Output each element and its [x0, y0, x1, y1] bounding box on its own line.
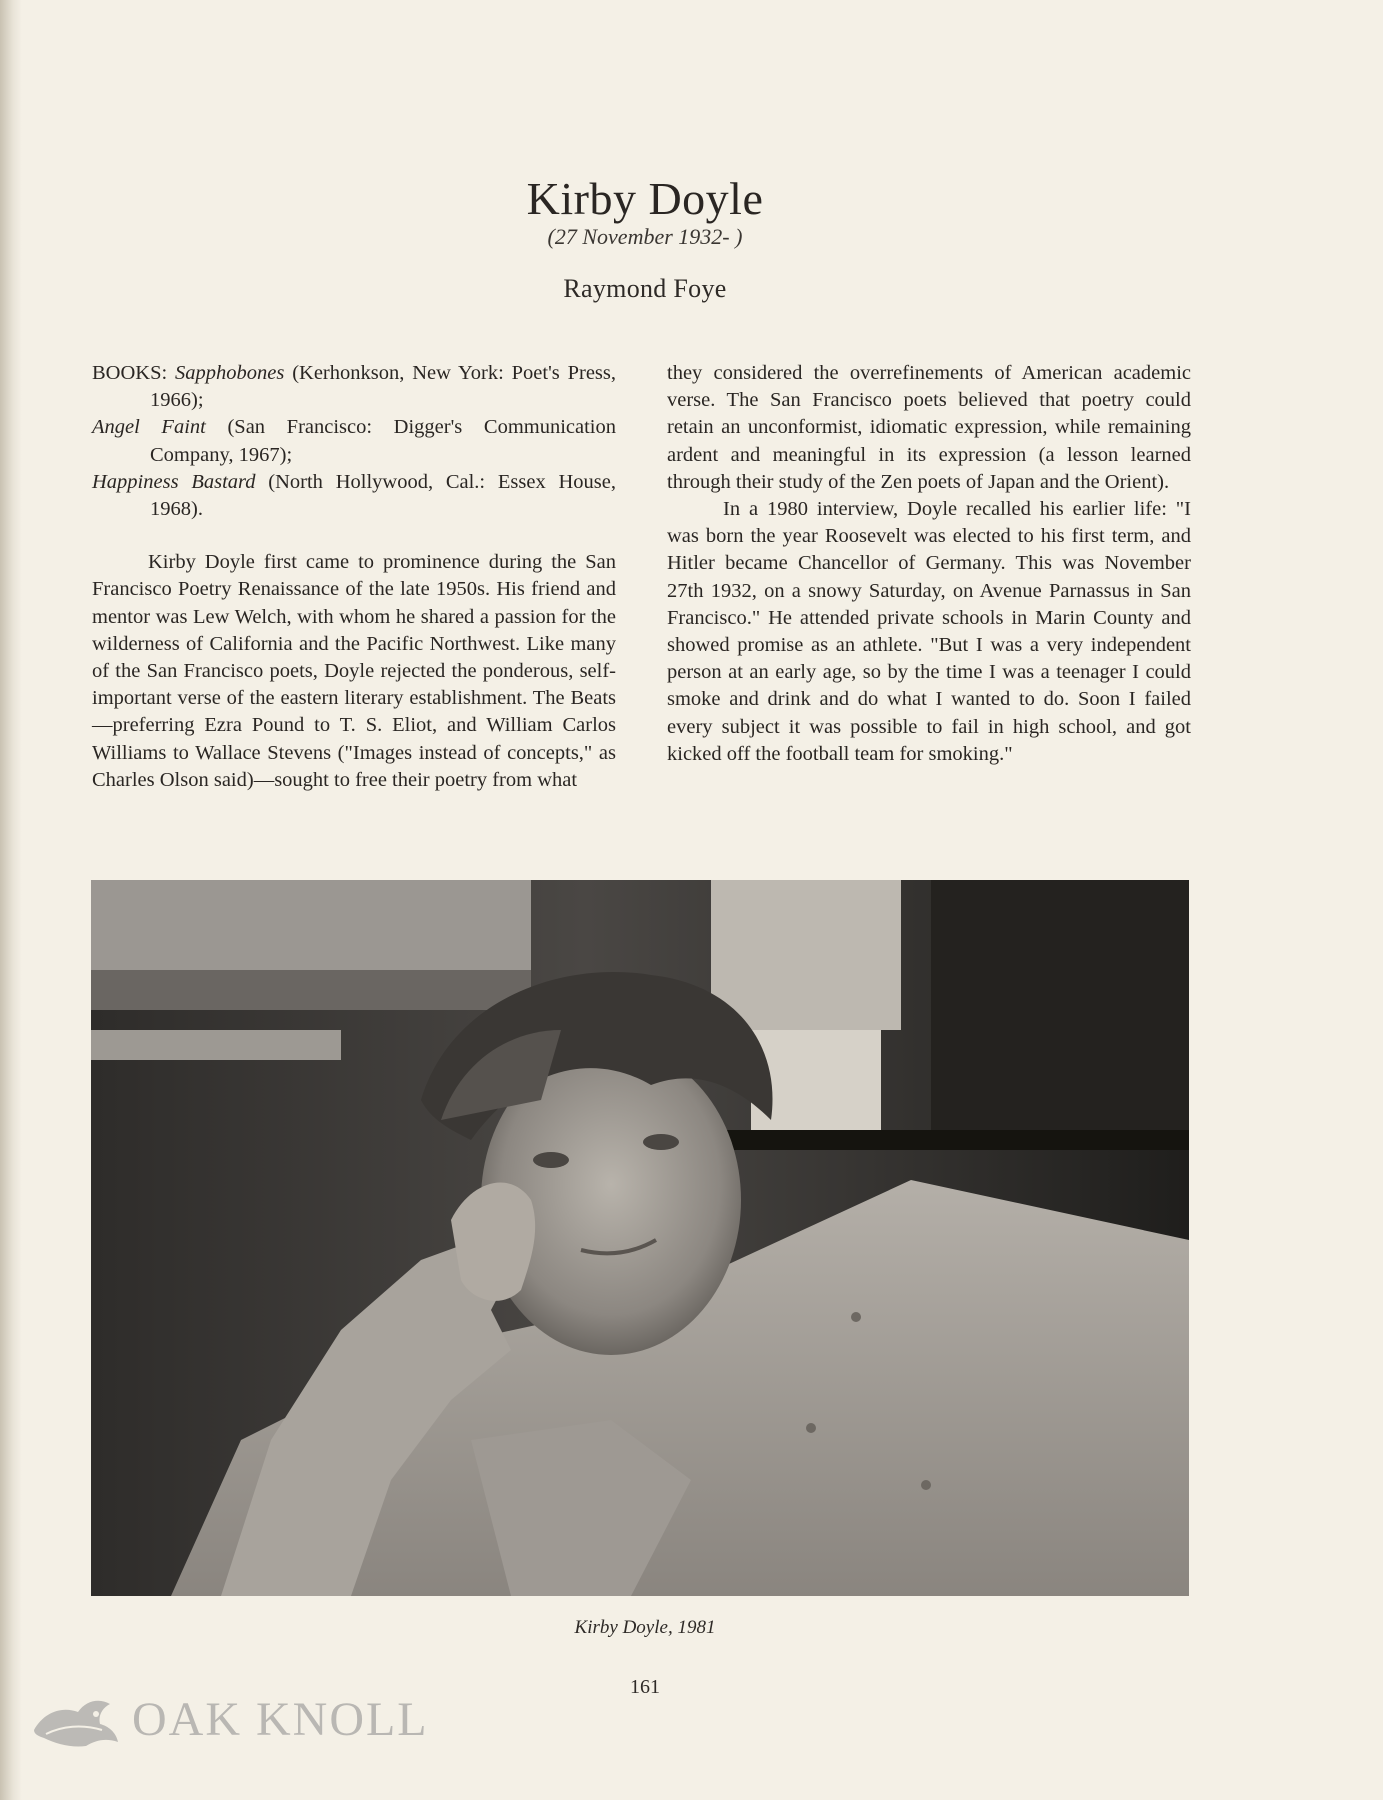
- book-details: (Kerhonkson, New York: Poet's Press, 1966);: [150, 362, 616, 412]
- book-details: (North Hollywood, Cal.: Essex House, 1968).: [150, 470, 617, 521]
- page-number: 161: [630, 1676, 660, 1698]
- book-details: (San Francisco: Digger's Communication Company, 1967);: [150, 416, 617, 466]
- entry-dates: (27 November 1932- ): [547, 224, 743, 249]
- portrait-photo-image: [91, 880, 1189, 1596]
- left-column: [92, 360, 616, 794]
- book-entry: [92, 414, 616, 468]
- oak-leaf-logo-icon: [26, 1686, 126, 1752]
- book-title: Happiness Bastard: [92, 470, 256, 493]
- book-title: Sapphobones: [175, 362, 285, 384]
- right-column: [667, 360, 1191, 768]
- book-entry: [92, 469, 616, 523]
- body-paragraph: Kirby Doyle first came to prominence during the San Francisco Poetry Renaissance of the late 1950s. His friend and mentor was Lew Welch, with whom he shared a passion for the wilderness of California and the Pacific Northwest. Like many of the San Francisco poets, Doyle rejected the ponderous, self-important verse of the eastern literary establishment. The Beats—preferring Ezra Pound to T. S. Eliot, and William Carlos Williams to Wallace Stevens ("Images instead of concepts," as Charles Olson said)—sought to free their poetry from what: [92, 551, 616, 791]
- entry-title: Kirby Doyle: [526, 173, 764, 224]
- watermark-text: OAK KNOLL: [132, 1692, 429, 1746]
- book-title: Angel Faint: [92, 416, 206, 439]
- books-label: BOOKS:: [92, 362, 176, 384]
- oak-knoll-watermark: [26, 1686, 429, 1752]
- book-entry: [92, 360, 616, 414]
- portrait-photo: [91, 880, 1189, 1596]
- body-paragraph: they considered the overrefinements of American academic verse. The San Francisco poets believed that poetry could retain an unconformist, idiomatic expression, while remaining ardent and meaningful in its expression (a lesson learned through their study of the Zen poets of Japan and the Orient).: [667, 362, 1191, 493]
- photo-caption: Kirby Doyle, 1981: [574, 1617, 716, 1638]
- body-paragraph: In a 1980 interview, Doyle recalled his earlier life: "I was born the year Roosevelt was elected to his first term, and Hitler became Chancellor of Germany. This was November 27th 1932, on a snowy Saturday, on Avenue Parnassus in San Francisco." He attended private schools in Marin County and showed promise as an athlete. "But I was a very independent person at an early age, so by the time I was a teenager I could smoke and drink and do what I wanted to do. Soon I failed every subject it was possible to fail in high school, and got kicked off the football team for smoking.": [667, 498, 1191, 765]
- entry-author: Raymond Foye: [563, 274, 727, 303]
